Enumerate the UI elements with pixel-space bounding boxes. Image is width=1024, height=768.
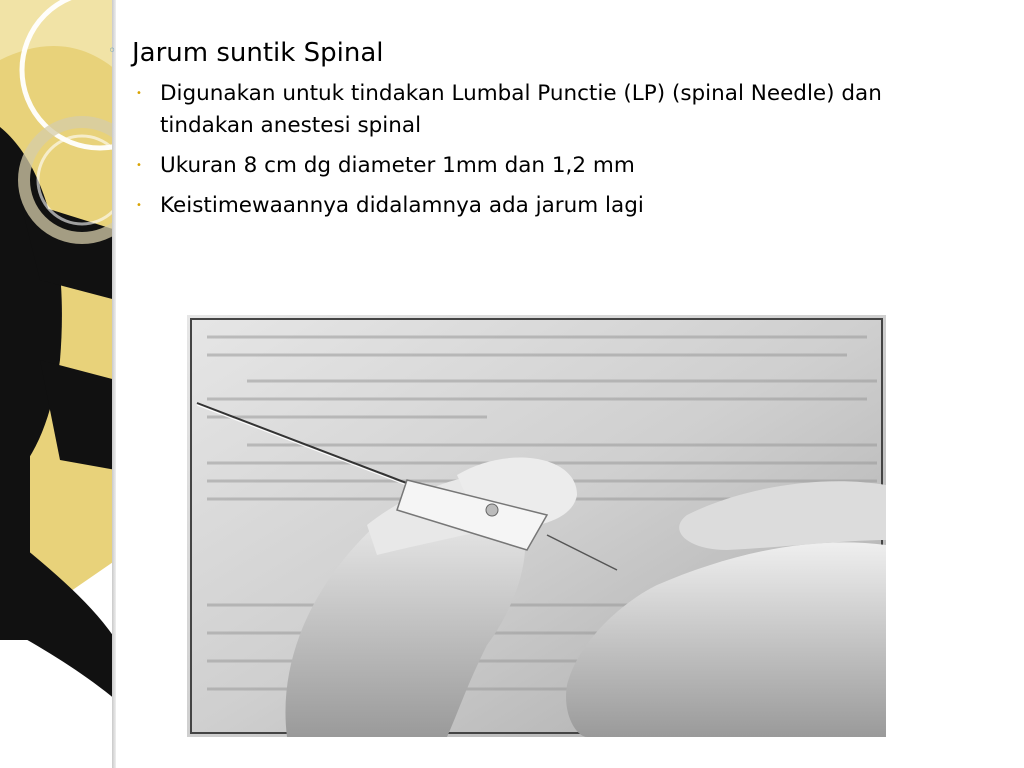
dot-bullet-icon: • [136,200,142,211]
dot-bullet-icon: • [136,88,142,99]
bullet-text: Ukuran 8 cm dg diameter 1mm dan 1,2 mm [160,153,635,178]
spinal-needle-photo [187,315,886,737]
bullet-text: Keistimewaannya didalamnya ada jarum lagi [160,193,644,218]
bullet-item [136,150,988,182]
ring-bullet-icon: ◦ [108,43,117,59]
slide-title: Jarum suntik Spinal [132,38,384,68]
left-decoration [0,0,116,768]
dot-bullet-icon: • [136,160,142,171]
bullet-text: Digunakan untuk tindakan Lumbal Punctie (LP) (spinal Needle) dan tindakan anestesi spinal [160,81,882,138]
bullet-item [136,78,988,142]
slide-content [108,34,988,230]
title-row [108,34,988,72]
bullet-item [136,190,988,222]
